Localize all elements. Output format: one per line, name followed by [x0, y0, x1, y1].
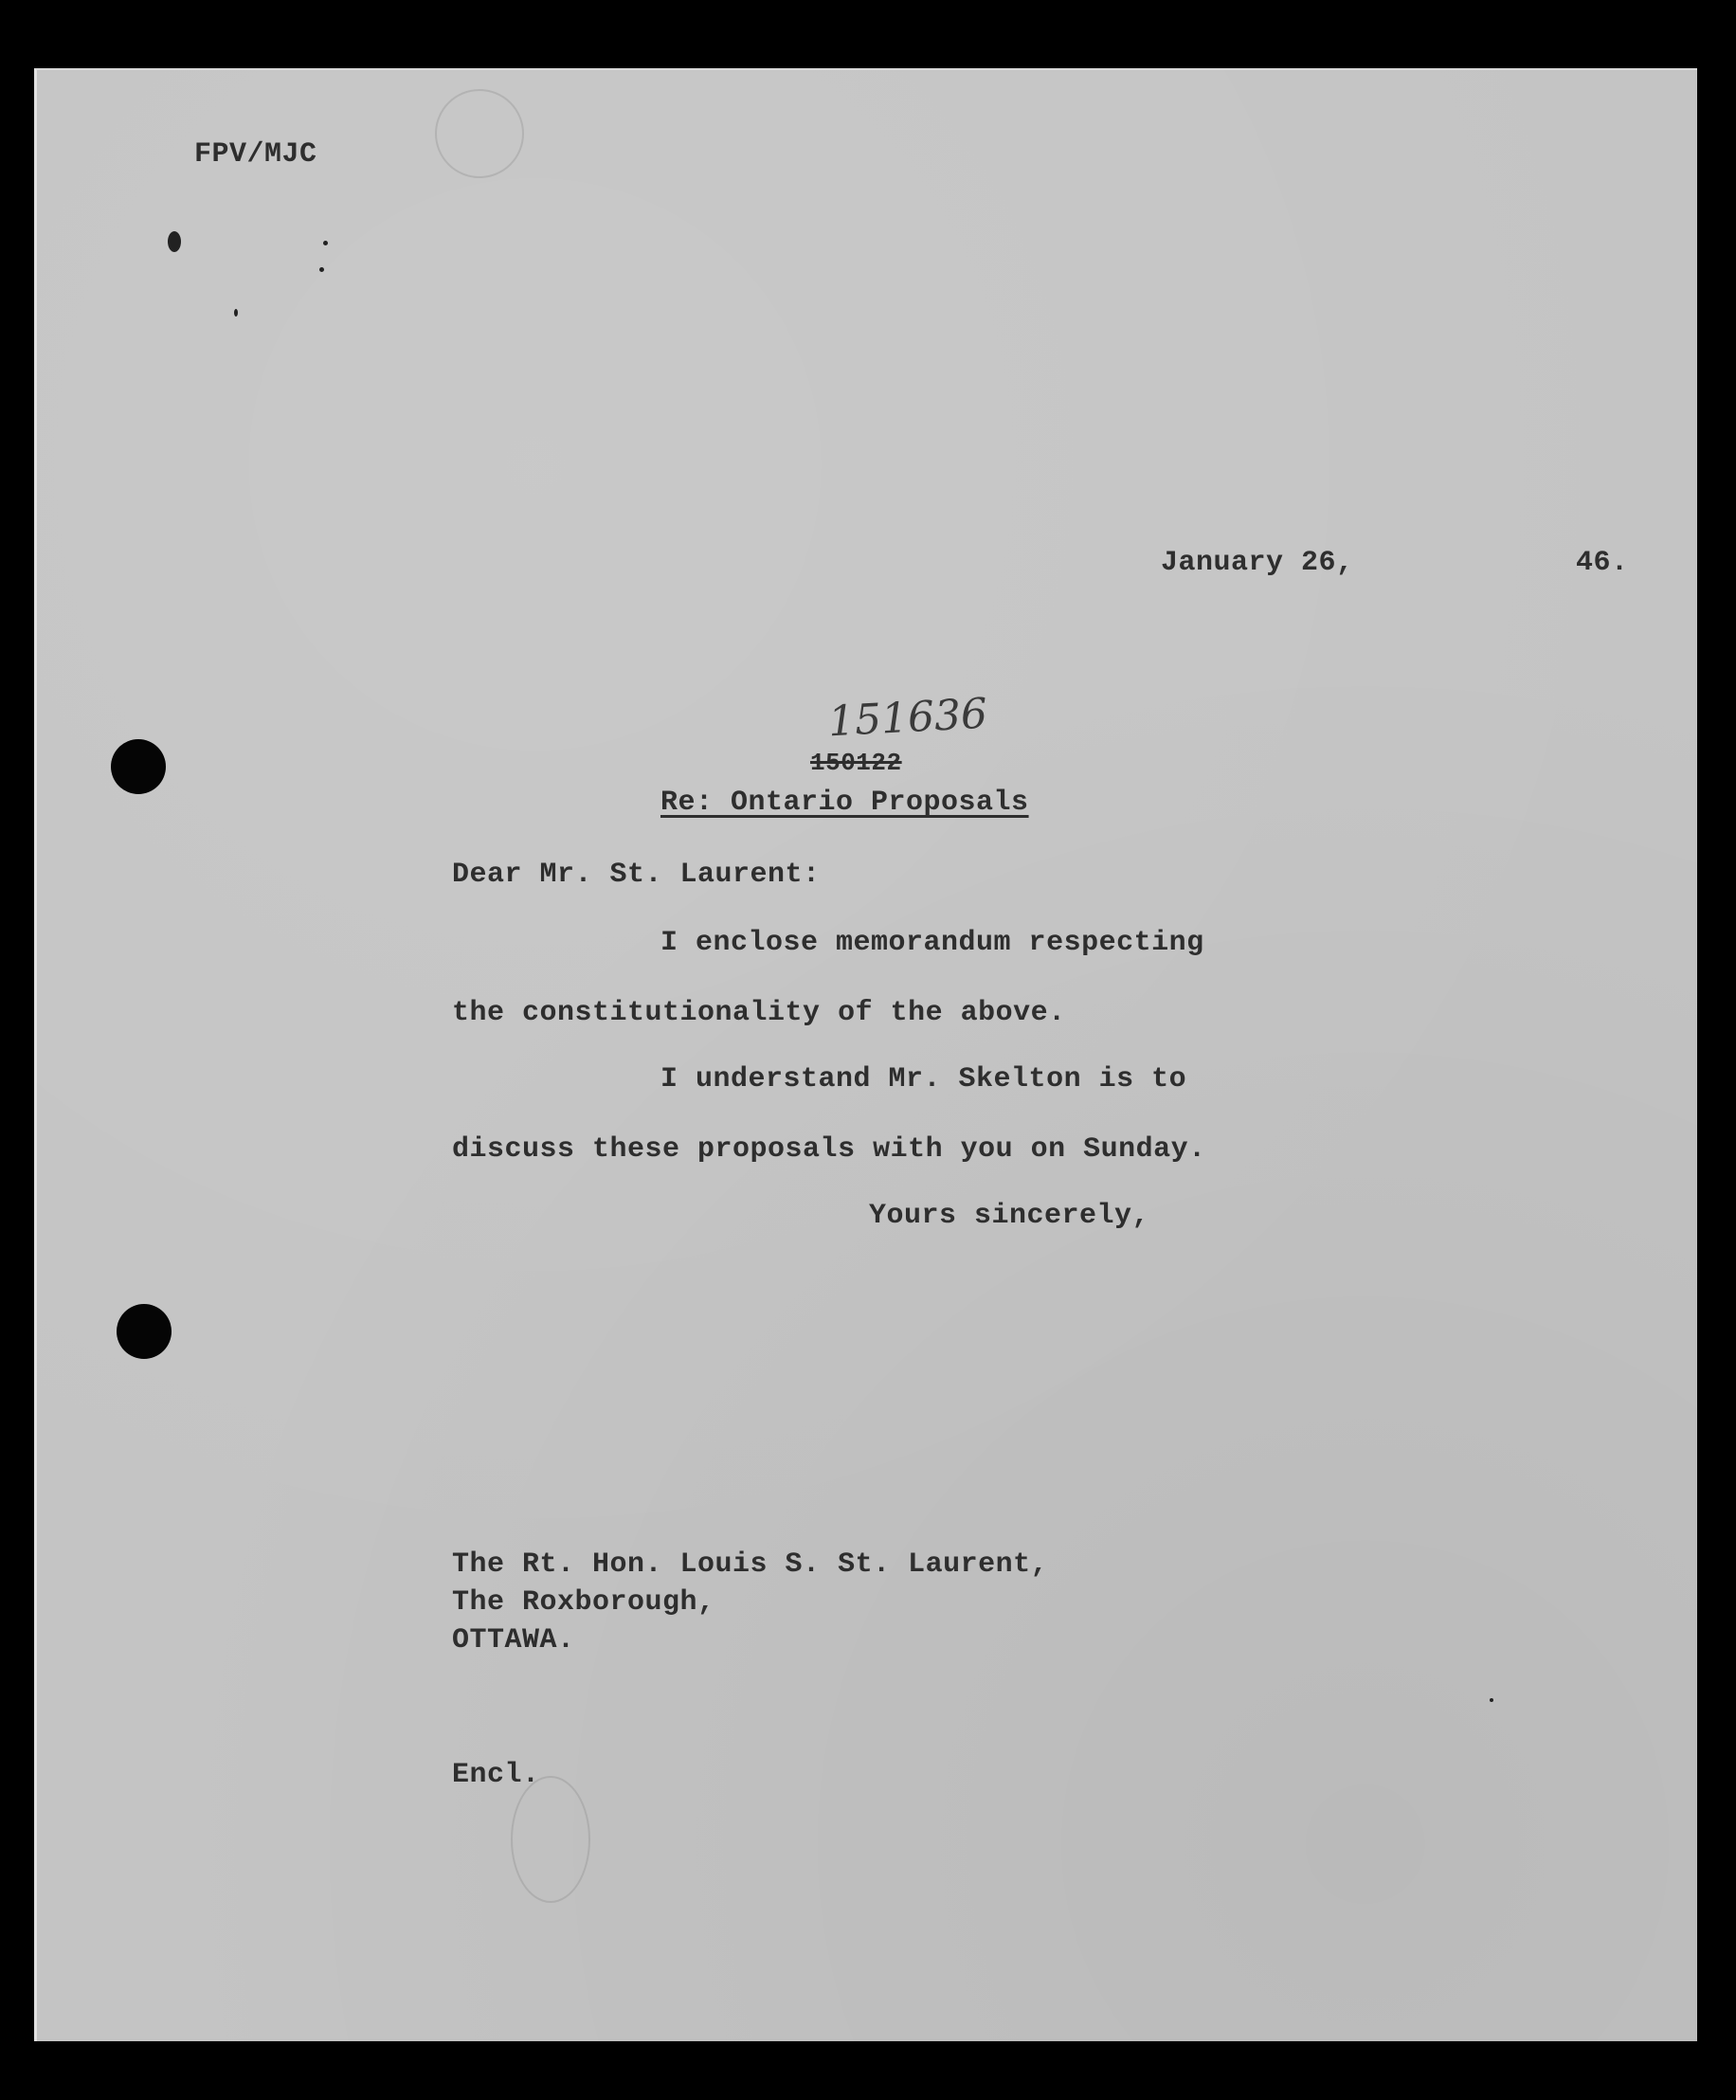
- closing: Yours sincerely,: [869, 1200, 1150, 1232]
- body-line: discuss these proposals with you on Sunday.: [452, 1133, 1206, 1166]
- body-line: I enclose memorandum respecting: [660, 927, 1204, 959]
- ink-speck: [323, 241, 328, 245]
- reference-initials: FPV/MJC: [194, 138, 317, 171]
- letter-date: January 26,: [1161, 547, 1354, 579]
- subject-line: Re: Ontario Proposals: [660, 787, 1029, 819]
- body-line: I understand Mr. Skelton is to: [660, 1063, 1187, 1095]
- file-number-struck: 150122: [810, 749, 902, 777]
- faint-stamp-mark: [435, 89, 524, 178]
- ink-speck: [168, 231, 181, 252]
- file-number-handwritten: 151636: [826, 689, 989, 747]
- ink-speck: [1490, 1698, 1493, 1702]
- letter-year: 46.: [1576, 547, 1629, 579]
- address-line: The Rt. Hon. Louis S. St. Laurent,: [452, 1548, 1049, 1581]
- letter-page: [34, 68, 1697, 2041]
- address-line: OTTAWA.: [452, 1624, 575, 1656]
- punch-hole-upper: [111, 739, 166, 794]
- address-line: The Roxborough,: [452, 1586, 715, 1619]
- ink-speck: [319, 267, 324, 272]
- faint-stamp-mark: [511, 1776, 590, 1903]
- salutation: Dear Mr. St. Laurent:: [452, 859, 821, 891]
- ink-speck: [234, 309, 238, 317]
- body-line: the constitutionality of the above.: [452, 997, 1066, 1029]
- punch-hole-lower: [117, 1304, 172, 1359]
- enclosure-note: Encl.: [452, 1759, 540, 1791]
